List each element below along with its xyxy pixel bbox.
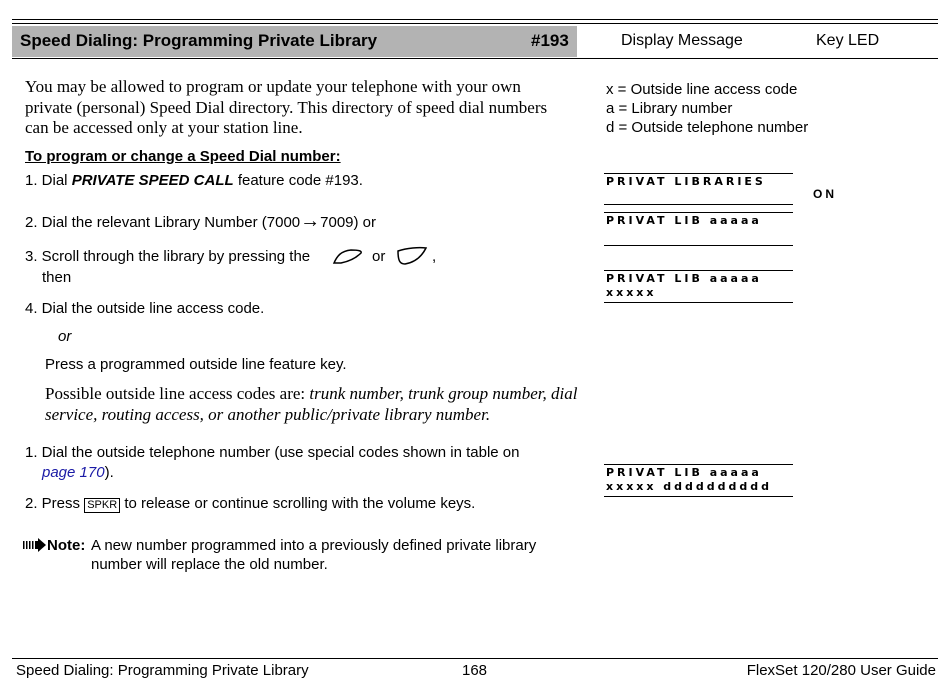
possible-codes-text: Possible outside line access codes are: trunk number, trunk group number, dial service, routing access, or another public/private library number.: [45, 384, 578, 424]
arrow-right-icon: →: [300, 210, 321, 232]
lcd-1-bottom-line: [604, 204, 793, 205]
step-3-or: or: [372, 248, 386, 265]
legend-a: a = Library number: [606, 100, 733, 117]
volume-down-key-icon: [331, 247, 365, 267]
legend-d: d = Outside telephone number: [606, 119, 809, 136]
lcd-private-lib-number: PRIVAT LIB aaaaa: [606, 466, 762, 479]
lcd-3-top-line: [604, 270, 793, 271]
note-label: Note:: [47, 537, 86, 554]
lcd-2-bottom-line: [604, 245, 793, 246]
note-line-2: number will replace the old number.: [91, 556, 328, 573]
footer-rule: [12, 658, 938, 659]
lcd-phone-number: xxxxx dddddddddd: [606, 480, 773, 493]
step-2: 2. Dial the relevant Library Number (7000→7009) or: [25, 210, 377, 232]
note-pointer-icon: [23, 538, 47, 552]
legend-x: x = Outside line access code: [606, 81, 798, 98]
press-spkr-step: 2. Press SPKR to release or continue scrolling with the volume keys.: [25, 495, 476, 512]
top-rule-2: [12, 23, 938, 24]
lcd-private-lib-access: PRIVAT LIB aaaaa: [606, 272, 762, 285]
or-label: or: [58, 328, 72, 345]
page-170-link[interactable]: page 170: [42, 464, 105, 481]
volume-up-key-icon: [395, 245, 429, 267]
step-4: 4. Dial the outside line access code.: [25, 300, 265, 317]
footer-guide-name: FlexSet 120/280 User Guide: [746, 662, 936, 679]
header-rule: [12, 58, 938, 59]
lcd-3-bottom-line: [604, 302, 793, 303]
lcd-4-bottom-line: [604, 496, 793, 497]
spkr-key-icon: SPKR: [84, 498, 120, 513]
lcd-1-top-line: [604, 173, 793, 174]
lcd-access-code: xxxxx: [606, 286, 657, 299]
display-message-heading: Display Message: [621, 32, 743, 49]
step-3-then: then: [42, 269, 72, 286]
intro-paragraph: You may be allowed to program or update your telephone with your own private (personal) Speed Dial directory. This directory of speed dial numbers can be accessed only at your station line.: [25, 77, 548, 137]
feature-code: #193: [531, 31, 569, 50]
dial-number-step: 1. Dial the outside telephone number (use special codes shown in table on page 170).: [25, 444, 520, 481]
lcd-private-libraries: PRIVAT LIBRARIES: [606, 175, 766, 188]
note-line-1: A new number programmed into a previously defined private library: [91, 537, 537, 554]
section-heading: To program or change a Speed Dial number:: [25, 148, 341, 165]
led-on-indicator: ON: [813, 187, 837, 201]
lcd-2-top-line: [604, 212, 793, 213]
step-1: 1. Dial PRIVATE SPEED CALL feature code #193.: [25, 172, 363, 189]
press-key-text: Press a programmed outside line feature key.: [45, 356, 347, 373]
page-title: Speed Dialing: Programming Private Library: [20, 31, 378, 50]
top-rule: [12, 19, 938, 20]
step-3: 3. Scroll through the library by pressing the: [25, 248, 311, 265]
key-led-heading: Key LED: [816, 32, 880, 49]
step-3-comma: ,: [432, 248, 437, 265]
lcd-4-top-line: [604, 464, 793, 465]
page-number: 168: [462, 662, 488, 679]
footer-title: Speed Dialing: Programming Private Library: [16, 662, 309, 679]
lcd-private-lib: PRIVAT LIB aaaaa: [606, 214, 762, 227]
